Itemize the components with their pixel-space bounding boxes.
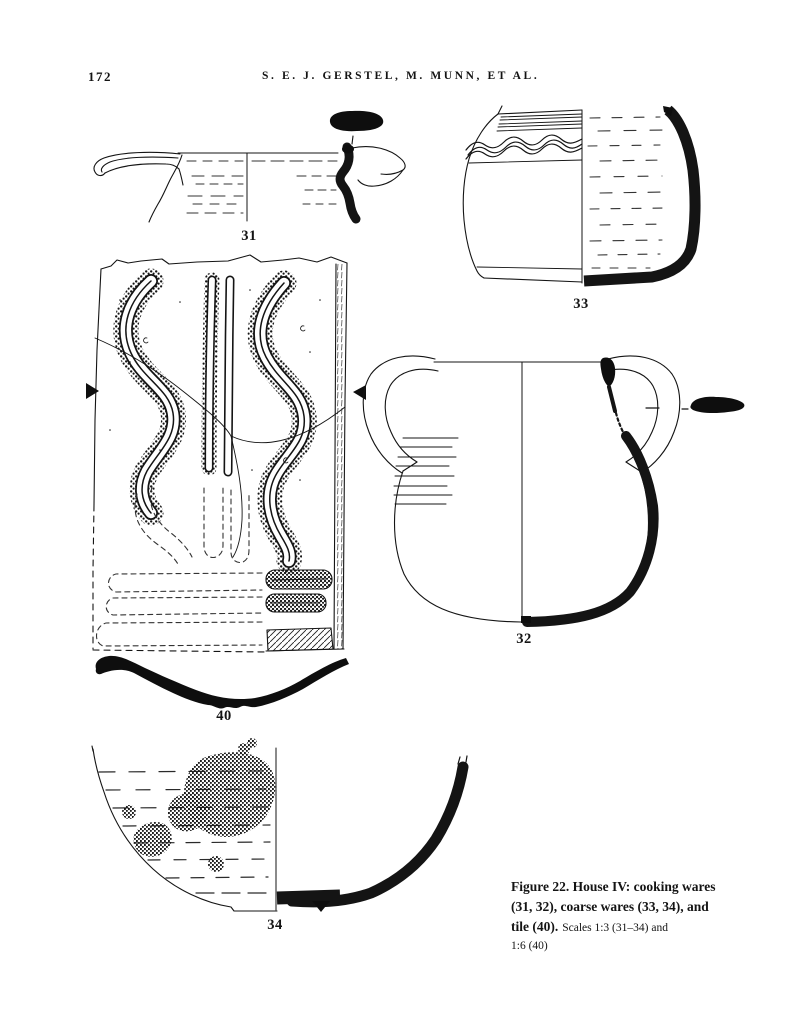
handle-section-32: [646, 397, 744, 413]
finger-ridge-left: [126, 281, 174, 513]
page-number: 172: [88, 69, 112, 84]
section-profile-31: [340, 145, 356, 220]
caption-line-3: tile (40). Scales 1:3 (31–34) and: [511, 919, 668, 934]
caption-line-4: 1:6 (40): [511, 940, 548, 952]
drawing-33-coarse-ware-jar: [455, 95, 727, 320]
section-profile-34: [277, 756, 467, 912]
drawing-40-decorated-tile: [82, 253, 372, 713]
handle-section-31: [330, 111, 383, 131]
stipple-patches: [122, 738, 275, 872]
figure-item-label-34: 34: [267, 917, 283, 933]
finger-ridge-right: [260, 283, 304, 561]
caption-line-2: (31, 32), coarse wares (33, 34), and: [511, 899, 709, 914]
figure-caption: [511, 877, 792, 953]
figure-item-label-31: 31: [241, 228, 257, 244]
drawing-34-coarse-ware-basin: [68, 738, 488, 943]
caption-line-1: Figure 22. House IV: cooking wares: [511, 879, 716, 894]
drawing-31-cooking-pot-rim: [85, 105, 425, 240]
bottom-grooves: [266, 570, 333, 651]
running-head: S. E. J. GERSTEL, M. MUNN, ET AL.: [262, 70, 540, 82]
wavy-comb-band: [466, 135, 582, 159]
section-profile-32: [521, 357, 654, 623]
figure-item-label-33: 33: [573, 296, 589, 312]
drawing-32-cooking-pot: [358, 345, 758, 655]
vertical-ribs: [209, 280, 230, 472]
figure-item-label-40: 40: [216, 708, 232, 724]
figure-item-label-32: 32: [516, 631, 532, 647]
section-profile-40: [96, 656, 349, 709]
